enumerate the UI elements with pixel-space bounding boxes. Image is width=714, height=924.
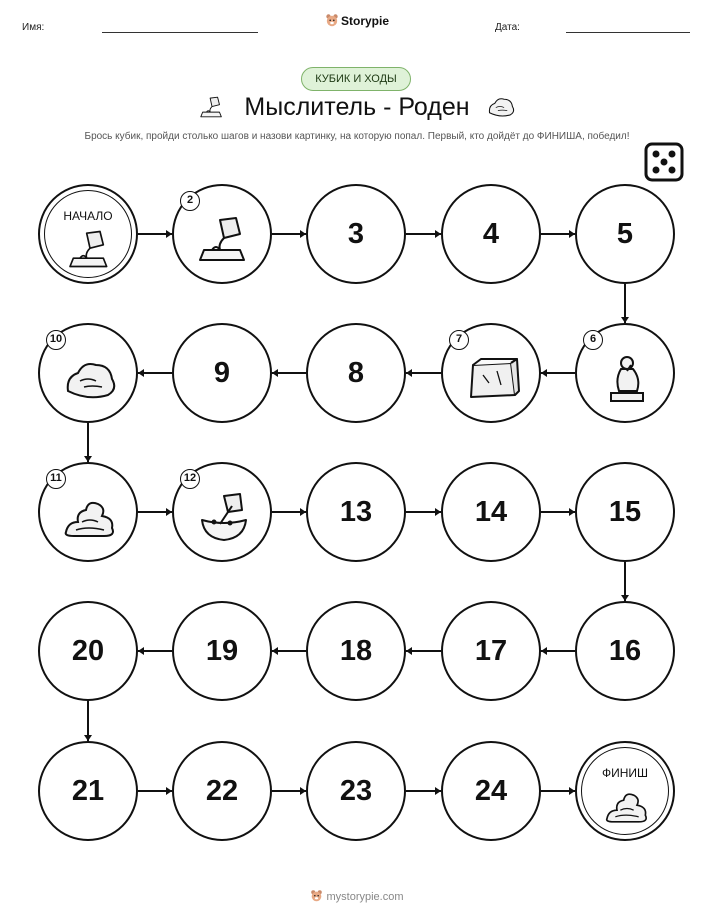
- bear-mascot-icon: [310, 889, 323, 902]
- cell-number-badge: 11: [46, 469, 66, 489]
- board-cell-12: [172, 462, 272, 562]
- footer: [0, 889, 714, 903]
- brand-name: Storypie: [340, 14, 389, 28]
- stone-block-icon: [463, 353, 523, 403]
- cell-number: 8: [347, 356, 365, 389]
- path-arrow-head: [406, 369, 412, 377]
- board-cell-17: [441, 601, 541, 701]
- instructions: Брось кубик, пройди столько шагов и назови картинку, на которую попал. Первый, кто дойдёт до ФИНИША, победил!: [84, 131, 630, 142]
- board-cell-24: [441, 741, 541, 841]
- board-cell-5: [575, 184, 675, 284]
- board-cell-20: [38, 601, 138, 701]
- board-cell-18: [306, 601, 406, 701]
- cell-number-badge: 2: [180, 191, 200, 211]
- board-cell-23: [306, 741, 406, 841]
- board-cell-6: [575, 323, 675, 423]
- pouring-bucket-icon: [194, 214, 254, 264]
- page-title: Мыслитель - Роден: [244, 93, 470, 121]
- cell-number: 17: [474, 634, 508, 667]
- cell-number: 4: [482, 217, 500, 250]
- path-arrow-head: [272, 647, 278, 655]
- cell-number: 13: [339, 495, 373, 528]
- path-arrow-head: [541, 647, 547, 655]
- board-cell-2: [172, 184, 272, 284]
- board-cell-22: [172, 741, 272, 841]
- board-cell-13: [306, 462, 406, 562]
- cell-number: 21: [71, 774, 105, 807]
- start-cell: [38, 184, 138, 284]
- start-label: НАЧАЛО: [63, 209, 113, 223]
- cell-number: 16: [608, 634, 642, 667]
- board-cell-9: [172, 323, 272, 423]
- name-field[interactable]: [102, 32, 258, 33]
- clay-lump-icon: [60, 353, 120, 403]
- cell-number: 19: [205, 634, 239, 667]
- cell-number: 14: [474, 495, 508, 528]
- cell-number-badge: 10: [46, 330, 66, 350]
- board-cell-8: [306, 323, 406, 423]
- cell-number: 5: [616, 217, 634, 250]
- board-cell-10: [38, 323, 138, 423]
- dice-five-icon: [644, 142, 684, 182]
- board-cell-11: [38, 462, 138, 562]
- clay-lump-icon: [484, 93, 518, 119]
- path-arrow-head: [541, 369, 547, 377]
- cell-number-badge: 12: [180, 469, 200, 489]
- path-arrow-head: [406, 647, 412, 655]
- cell-number: 18: [339, 634, 373, 667]
- finish-label: ФИНИШ: [601, 766, 649, 780]
- path-arrow-head: [272, 369, 278, 377]
- cell-number: 15: [608, 495, 642, 528]
- board-cell-19: [172, 601, 272, 701]
- path-arrow-head: [138, 369, 144, 377]
- cell-number: 24: [474, 774, 508, 807]
- cell-number: 22: [205, 774, 239, 807]
- board-cell-15: [575, 462, 675, 562]
- board-cell-7: [441, 323, 541, 423]
- board-cell-4: [441, 184, 541, 284]
- cell-number: 20: [71, 634, 105, 667]
- board-cell-21: [38, 741, 138, 841]
- board-cell-3: [306, 184, 406, 284]
- clay-pile-icon: [60, 492, 120, 542]
- board-cell-16: [575, 601, 675, 701]
- clay-pile-icon: [602, 785, 652, 827]
- cell-number: 23: [339, 774, 373, 807]
- mixing-bowl-icon: [194, 492, 254, 542]
- footer-url: mystorypie.com: [326, 891, 404, 903]
- activity-badge: КУБИК И ХОДЫ: [301, 67, 411, 91]
- bear-mascot-icon: [325, 13, 339, 27]
- date-field[interactable]: [566, 32, 690, 33]
- cell-number: 9: [213, 356, 231, 389]
- thinker-statue-icon: [597, 353, 657, 403]
- cell-number-badge: 6: [583, 330, 603, 350]
- pouring-bucket-icon: [65, 228, 115, 270]
- brand-logo: [0, 13, 714, 28]
- cell-number: 3: [347, 217, 365, 250]
- name-label: Имя:: [22, 22, 45, 33]
- finish-cell: [575, 741, 675, 841]
- board-cell-14: [441, 462, 541, 562]
- path-arrow-head: [138, 647, 144, 655]
- cell-number-badge: 7: [449, 330, 469, 350]
- date-label: Дата:: [495, 22, 520, 33]
